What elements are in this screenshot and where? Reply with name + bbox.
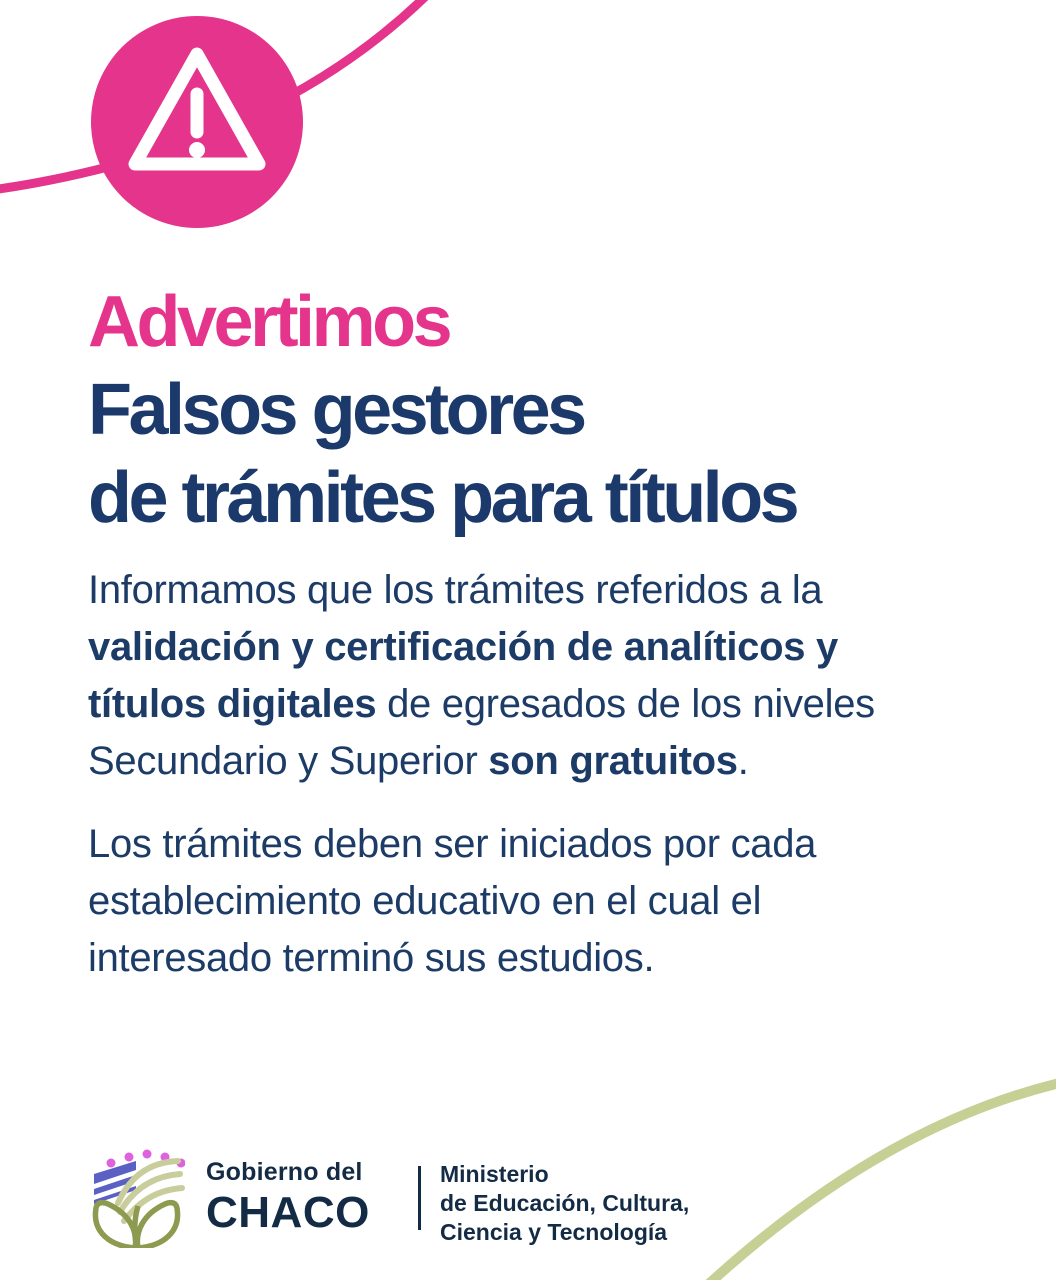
gov-label: Gobierno del bbox=[206, 1158, 363, 1186]
gov-name: CHACO bbox=[206, 1188, 370, 1237]
heading-title-line2: de trámites para títulos bbox=[88, 458, 797, 538]
paragraph-how-to-start: Los trámites deben ser iniciados por cada establecimiento educativo en el cual el interesado terminó sus estudios. bbox=[88, 822, 817, 980]
heading-eyebrow: Advertimos bbox=[88, 282, 450, 362]
footer-divider bbox=[418, 1166, 421, 1230]
gov-lockup bbox=[206, 1158, 370, 1238]
chaco-government-logo-icon bbox=[88, 1148, 185, 1248]
heading-block bbox=[88, 278, 796, 542]
paragraph-free-procedures: Informamos que los trámites referidos a la validación y certificación de analíticos y títulos digitales de egresados de los niveles Secundario y Superior son gratuitos. bbox=[88, 568, 875, 783]
ministry-line2: de Educación, Cultura, bbox=[440, 1190, 690, 1216]
ministry-lockup bbox=[440, 1160, 689, 1247]
warning-triangle-icon bbox=[91, 16, 303, 228]
ministry-line1: Ministerio bbox=[440, 1161, 549, 1187]
ministry-line3: Ciencia y Tecnología bbox=[440, 1219, 668, 1245]
footer-brand bbox=[0, 1140, 1056, 1280]
warning-badge bbox=[91, 16, 303, 228]
heading-title-line1: Falsos gestores bbox=[88, 370, 584, 450]
